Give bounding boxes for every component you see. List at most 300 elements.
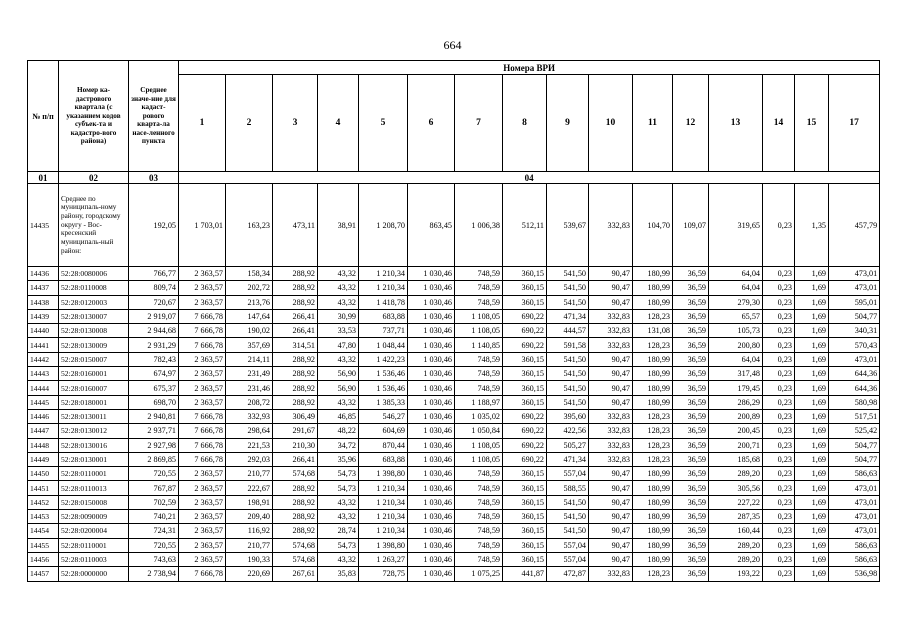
vri-value: 1,69 bbox=[795, 524, 829, 538]
vri-value: 317,48 bbox=[709, 367, 763, 381]
vri-value: 289,20 bbox=[709, 538, 763, 552]
vri-value: 586,63 bbox=[829, 538, 880, 552]
vri-value: 319,65 bbox=[709, 184, 763, 267]
code-row bbox=[28, 172, 880, 184]
vri-number-header: 12 bbox=[673, 75, 709, 172]
vri-value: 208,72 bbox=[226, 395, 273, 409]
vri-value: 220,69 bbox=[226, 567, 273, 581]
vri-value: 1 050,84 bbox=[455, 424, 503, 438]
vri-value: 2 363,57 bbox=[179, 267, 226, 281]
vri-value: 0,23 bbox=[763, 467, 795, 481]
average-value: 2 927,98 bbox=[129, 438, 179, 452]
vri-value: 1,69 bbox=[795, 467, 829, 481]
vri-value: 147,64 bbox=[226, 309, 273, 323]
vri-value: 34,72 bbox=[318, 438, 359, 452]
vri-value: 1,69 bbox=[795, 352, 829, 366]
vri-number-header: 13 bbox=[709, 75, 763, 172]
vri-value: 748,59 bbox=[455, 467, 503, 481]
cadastral-number: 52:28:0160001 bbox=[59, 367, 129, 381]
vri-value: 748,59 bbox=[455, 552, 503, 566]
cadastral-number: 52:28:0000000 bbox=[59, 567, 129, 581]
vri-value: 690,22 bbox=[503, 424, 547, 438]
vri-value: 1,69 bbox=[795, 552, 829, 566]
vri-value: 395,60 bbox=[547, 409, 589, 423]
vri-value: 748,59 bbox=[455, 381, 503, 395]
vri-value: 574,68 bbox=[273, 467, 318, 481]
vri-value: 7 666,78 bbox=[179, 409, 226, 423]
vri-value: 90,47 bbox=[589, 281, 633, 295]
code-cell: 03 bbox=[129, 172, 179, 184]
vri-value: 47,80 bbox=[318, 338, 359, 352]
vri-value: 1 048,44 bbox=[359, 338, 408, 352]
vri-value: 748,59 bbox=[455, 281, 503, 295]
vri-value: 64,04 bbox=[709, 352, 763, 366]
table-row bbox=[28, 409, 880, 423]
vri-value: 332,83 bbox=[589, 324, 633, 338]
cadastral-number: 52:28:0130007 bbox=[59, 309, 129, 323]
vri-value: 1,69 bbox=[795, 495, 829, 509]
vri-value: 1 108,05 bbox=[455, 309, 503, 323]
cadastral-number: 52:28:0180001 bbox=[59, 395, 129, 409]
table-row bbox=[28, 295, 880, 309]
vri-value: 541,50 bbox=[547, 367, 589, 381]
vri-value: 36,59 bbox=[673, 524, 709, 538]
vri-value: 43,32 bbox=[318, 267, 359, 281]
row-number: 14453 bbox=[28, 510, 59, 524]
average-value: 2 937,71 bbox=[129, 424, 179, 438]
vri-value: 2 363,57 bbox=[179, 481, 226, 495]
vri-value: 422,56 bbox=[547, 424, 589, 438]
vri-value: 360,15 bbox=[503, 510, 547, 524]
vri-value: 36,59 bbox=[673, 295, 709, 309]
vri-value: 570,43 bbox=[829, 338, 880, 352]
vri-value: 591,58 bbox=[547, 338, 589, 352]
vri-value: 54,73 bbox=[318, 467, 359, 481]
vri-value: 332,83 bbox=[589, 424, 633, 438]
average-value: 767,87 bbox=[129, 481, 179, 495]
vri-value: 36,59 bbox=[673, 324, 709, 338]
vri-value: 683,88 bbox=[359, 309, 408, 323]
vri-value: 56,90 bbox=[318, 367, 359, 381]
vri-value: 227,22 bbox=[709, 495, 763, 509]
vri-value: 288,92 bbox=[273, 524, 318, 538]
vri-value: 557,04 bbox=[547, 552, 589, 566]
vri-value: 200,45 bbox=[709, 424, 763, 438]
vri-value: 737,71 bbox=[359, 324, 408, 338]
vri-value: 1 006,38 bbox=[455, 184, 503, 267]
header-cadastral: Номер ка-дастрового квартала (с указанием кодов субъек-та и кадастро-вого района) bbox=[59, 61, 129, 172]
vri-value: 36,59 bbox=[673, 409, 709, 423]
vri-value: 2 363,57 bbox=[179, 510, 226, 524]
vri-value: 1,35 bbox=[795, 184, 829, 267]
vri-value: 36,59 bbox=[673, 467, 709, 481]
vri-value: 505,27 bbox=[547, 438, 589, 452]
vri-value: 128,23 bbox=[633, 452, 673, 466]
vri-value: 1 140,85 bbox=[455, 338, 503, 352]
table-row bbox=[28, 538, 880, 552]
vri-value: 360,15 bbox=[503, 467, 547, 481]
vri-value: 517,51 bbox=[829, 409, 880, 423]
vri-value: 202,72 bbox=[226, 281, 273, 295]
vri-value: 546,27 bbox=[359, 409, 408, 423]
vri-value: 36,59 bbox=[673, 309, 709, 323]
vri-value: 193,22 bbox=[709, 567, 763, 581]
vri-value: 512,11 bbox=[503, 184, 547, 267]
vri-value: 539,67 bbox=[547, 184, 589, 267]
vri-value: 158,34 bbox=[226, 267, 273, 281]
vri-value: 541,50 bbox=[547, 295, 589, 309]
average-value: 2 738,94 bbox=[129, 567, 179, 581]
vri-value: 360,15 bbox=[503, 352, 547, 366]
vri-value: 748,59 bbox=[455, 267, 503, 281]
table-row bbox=[28, 510, 880, 524]
vri-value: 1 398,80 bbox=[359, 538, 408, 552]
vri-value: 7 666,78 bbox=[179, 338, 226, 352]
vri-value: 90,47 bbox=[589, 381, 633, 395]
vri-value: 279,30 bbox=[709, 295, 763, 309]
vri-value: 28,74 bbox=[318, 524, 359, 538]
vri-value: 1 208,70 bbox=[359, 184, 408, 267]
vri-value: 473,01 bbox=[829, 267, 880, 281]
vri-value: 0,23 bbox=[763, 367, 795, 381]
vri-value: 332,83 bbox=[589, 567, 633, 581]
cadastral-number: 52:28:0130016 bbox=[59, 438, 129, 452]
vri-value: 557,04 bbox=[547, 538, 589, 552]
table-row bbox=[28, 524, 880, 538]
vri-value: 748,59 bbox=[455, 481, 503, 495]
vri-value: 644,36 bbox=[829, 367, 880, 381]
vri-value: 36,59 bbox=[673, 267, 709, 281]
vri-value: 36,59 bbox=[673, 352, 709, 366]
vri-value: 288,92 bbox=[273, 267, 318, 281]
vri-value: 0,23 bbox=[763, 495, 795, 509]
vri-value: 473,01 bbox=[829, 510, 880, 524]
vri-value: 43,32 bbox=[318, 352, 359, 366]
vri-value: 360,15 bbox=[503, 395, 547, 409]
vri-value: 90,47 bbox=[589, 495, 633, 509]
vri-number-header: 7 bbox=[455, 75, 503, 172]
vri-value: 54,73 bbox=[318, 538, 359, 552]
vri-value: 574,68 bbox=[273, 538, 318, 552]
vri-value: 1 536,46 bbox=[359, 381, 408, 395]
vri-value: 360,15 bbox=[503, 495, 547, 509]
vri-value: 36,59 bbox=[673, 452, 709, 466]
code-cell: 01 bbox=[28, 172, 59, 184]
vri-value: 7 666,78 bbox=[179, 438, 226, 452]
cadastral-number: 52:28:0110003 bbox=[59, 552, 129, 566]
vri-value: 128,23 bbox=[633, 409, 673, 423]
vri-number-header: 6 bbox=[408, 75, 455, 172]
vri-value: 541,50 bbox=[547, 395, 589, 409]
vri-value: 604,69 bbox=[359, 424, 408, 438]
vri-value: 180,99 bbox=[633, 395, 673, 409]
vri-value: 557,04 bbox=[547, 467, 589, 481]
vri-value: 360,15 bbox=[503, 524, 547, 538]
vri-value: 1 108,05 bbox=[455, 324, 503, 338]
vri-value: 7 666,78 bbox=[179, 309, 226, 323]
vri-value: 1 418,78 bbox=[359, 295, 408, 309]
vri-value: 288,92 bbox=[273, 481, 318, 495]
vri-value: 43,32 bbox=[318, 495, 359, 509]
table-row bbox=[28, 267, 880, 281]
vri-value: 289,20 bbox=[709, 467, 763, 481]
vri-value: 1 108,05 bbox=[455, 452, 503, 466]
vri-value: 360,15 bbox=[503, 481, 547, 495]
vri-value: 0,23 bbox=[763, 381, 795, 395]
vri-value: 1 030,46 bbox=[408, 338, 455, 352]
table-row bbox=[28, 424, 880, 438]
cadastral-number: 52:28:0130009 bbox=[59, 338, 129, 352]
cadastral-number: 52:28:0150007 bbox=[59, 352, 129, 366]
cadastral-number: 52:28:0130008 bbox=[59, 324, 129, 338]
vri-value: 748,59 bbox=[455, 295, 503, 309]
vri-value: 90,47 bbox=[589, 295, 633, 309]
vri-value: 360,15 bbox=[503, 267, 547, 281]
vri-value: 1,69 bbox=[795, 295, 829, 309]
vri-value: 0,23 bbox=[763, 510, 795, 524]
table-row bbox=[28, 567, 880, 581]
vri-value: 473,01 bbox=[829, 524, 880, 538]
vri-number-header: 1 bbox=[179, 75, 226, 172]
vri-number-header: 8 bbox=[503, 75, 547, 172]
vri-value: 441,87 bbox=[503, 567, 547, 581]
cadastral-number: 52:28:0130012 bbox=[59, 424, 129, 438]
vri-value: 1,69 bbox=[795, 324, 829, 338]
vri-table bbox=[27, 60, 880, 582]
vri-value: 160,44 bbox=[709, 524, 763, 538]
vri-value: 33,53 bbox=[318, 324, 359, 338]
vri-value: 46,85 bbox=[318, 409, 359, 423]
average-value: 782,43 bbox=[129, 352, 179, 366]
vri-value: 1 030,46 bbox=[408, 495, 455, 509]
vri-value: 2 363,57 bbox=[179, 524, 226, 538]
cadastral-number: 52:28:0110008 bbox=[59, 281, 129, 295]
vri-value: 580,98 bbox=[829, 395, 880, 409]
cadastral-number: 52:28:0200004 bbox=[59, 524, 129, 538]
row-number: 14442 bbox=[28, 352, 59, 366]
vri-value: 306,49 bbox=[273, 409, 318, 423]
vri-value: 1 030,46 bbox=[408, 567, 455, 581]
vri-value: 1,69 bbox=[795, 281, 829, 295]
vri-value: 2 363,57 bbox=[179, 367, 226, 381]
vri-value: 0,23 bbox=[763, 438, 795, 452]
vri-number-header: 14 bbox=[763, 75, 795, 172]
vri-value: 90,47 bbox=[589, 538, 633, 552]
vri-value: 1 035,02 bbox=[455, 409, 503, 423]
vri-value: 0,23 bbox=[763, 352, 795, 366]
vri-value: 360,15 bbox=[503, 295, 547, 309]
vri-value: 1 536,46 bbox=[359, 367, 408, 381]
vri-value: 180,99 bbox=[633, 510, 673, 524]
code-cell: 02 bbox=[59, 172, 129, 184]
vri-value: 644,36 bbox=[829, 381, 880, 395]
vri-value: 180,99 bbox=[633, 267, 673, 281]
vri-value: 90,47 bbox=[589, 481, 633, 495]
vri-value: 36,59 bbox=[673, 567, 709, 581]
cadastral-number: 52:28:0150008 bbox=[59, 495, 129, 509]
vri-value: 1 030,46 bbox=[408, 367, 455, 381]
vri-value: 128,23 bbox=[633, 309, 673, 323]
vri-value: 0,23 bbox=[763, 424, 795, 438]
vri-value: 43,32 bbox=[318, 552, 359, 566]
vri-value: 0,23 bbox=[763, 481, 795, 495]
vri-value: 35,96 bbox=[318, 452, 359, 466]
vri-value: 1 030,46 bbox=[408, 467, 455, 481]
vri-value: 90,47 bbox=[589, 395, 633, 409]
vri-value: 180,99 bbox=[633, 495, 673, 509]
vri-number-header: 10 bbox=[589, 75, 633, 172]
vri-value: 104,70 bbox=[633, 184, 673, 267]
vri-value: 200,71 bbox=[709, 438, 763, 452]
vri-value: 200,80 bbox=[709, 338, 763, 352]
vri-value: 288,92 bbox=[273, 395, 318, 409]
vri-number-header: 4 bbox=[318, 75, 359, 172]
average-value: 2 944,68 bbox=[129, 324, 179, 338]
vri-value: 2 363,57 bbox=[179, 395, 226, 409]
vri-value: 586,63 bbox=[829, 552, 880, 566]
table-row bbox=[28, 467, 880, 481]
average-value: 698,70 bbox=[129, 395, 179, 409]
row-number: 14437 bbox=[28, 281, 59, 295]
vri-value: 288,92 bbox=[273, 381, 318, 395]
vri-value: 332,83 bbox=[589, 184, 633, 267]
vri-value: 473,01 bbox=[829, 352, 880, 366]
vri-value: 292,03 bbox=[226, 452, 273, 466]
cadastral-number: 52:28:0110001 bbox=[59, 538, 129, 552]
vri-value: 1 210,34 bbox=[359, 481, 408, 495]
vri-value: 286,29 bbox=[709, 395, 763, 409]
vri-value: 1 030,46 bbox=[408, 510, 455, 524]
vri-value: 90,47 bbox=[589, 524, 633, 538]
average-row bbox=[28, 184, 880, 267]
vri-value: 180,99 bbox=[633, 467, 673, 481]
vri-value: 288,92 bbox=[273, 295, 318, 309]
vri-value: 36,59 bbox=[673, 481, 709, 495]
vri-value: 90,47 bbox=[589, 352, 633, 366]
vri-value: 314,51 bbox=[273, 338, 318, 352]
vri-value: 504,77 bbox=[829, 452, 880, 466]
cadastral-number: 52:28:0090009 bbox=[59, 510, 129, 524]
vri-value: 36,59 bbox=[673, 395, 709, 409]
vri-value: 180,99 bbox=[633, 552, 673, 566]
vri-value: 35,83 bbox=[318, 567, 359, 581]
vri-value: 43,32 bbox=[318, 295, 359, 309]
vri-value: 36,59 bbox=[673, 281, 709, 295]
vri-number-header: 3 bbox=[273, 75, 318, 172]
vri-value: 180,99 bbox=[633, 538, 673, 552]
vri-value: 128,23 bbox=[633, 424, 673, 438]
average-value: 192,05 bbox=[129, 184, 179, 267]
table-row bbox=[28, 395, 880, 409]
vri-number-header: 11 bbox=[633, 75, 673, 172]
table-row bbox=[28, 495, 880, 509]
vri-value: 163,23 bbox=[226, 184, 273, 267]
vri-value: 64,04 bbox=[709, 281, 763, 295]
vri-value: 210,77 bbox=[226, 538, 273, 552]
vri-value: 332,83 bbox=[589, 338, 633, 352]
row-number: 14443 bbox=[28, 367, 59, 381]
vri-value: 595,01 bbox=[829, 295, 880, 309]
vri-value: 1,69 bbox=[795, 338, 829, 352]
average-value: 766,77 bbox=[129, 267, 179, 281]
vri-value: 2 363,57 bbox=[179, 552, 226, 566]
vri-value: 1 422,23 bbox=[359, 352, 408, 366]
average-value: 674,97 bbox=[129, 367, 179, 381]
vri-value: 1,69 bbox=[795, 452, 829, 466]
vri-value: 1 263,27 bbox=[359, 552, 408, 566]
vri-value: 0,23 bbox=[763, 552, 795, 566]
table-row bbox=[28, 352, 880, 366]
vri-value: 221,53 bbox=[226, 438, 273, 452]
vri-value: 444,57 bbox=[547, 324, 589, 338]
vri-value: 1 030,46 bbox=[408, 538, 455, 552]
vri-value: 541,50 bbox=[547, 281, 589, 295]
vri-value: 43,32 bbox=[318, 281, 359, 295]
vri-value: 1 030,46 bbox=[408, 438, 455, 452]
vri-number-header: 15 bbox=[795, 75, 829, 172]
vri-value: 209,40 bbox=[226, 510, 273, 524]
vri-value: 109,07 bbox=[673, 184, 709, 267]
vri-value: 1 030,46 bbox=[408, 452, 455, 466]
vri-value: 332,83 bbox=[589, 409, 633, 423]
vri-value: 180,99 bbox=[633, 295, 673, 309]
vri-value: 332,83 bbox=[589, 452, 633, 466]
vri-value: 1 030,46 bbox=[408, 295, 455, 309]
vri-value: 586,63 bbox=[829, 467, 880, 481]
vri-value: 185,68 bbox=[709, 452, 763, 466]
vri-value: 0,23 bbox=[763, 281, 795, 295]
vri-value: 525,42 bbox=[829, 424, 880, 438]
vri-value: 1 030,46 bbox=[408, 381, 455, 395]
vri-value: 36,59 bbox=[673, 424, 709, 438]
row-number: 14440 bbox=[28, 324, 59, 338]
vri-number-header: 2 bbox=[226, 75, 273, 172]
row-number: 14445 bbox=[28, 395, 59, 409]
row-number: 14452 bbox=[28, 495, 59, 509]
table-row bbox=[28, 381, 880, 395]
vri-value: 748,59 bbox=[455, 495, 503, 509]
vri-value: 128,23 bbox=[633, 438, 673, 452]
average-value: 724,31 bbox=[129, 524, 179, 538]
vri-value: 863,45 bbox=[408, 184, 455, 267]
vri-value: 180,99 bbox=[633, 367, 673, 381]
vri-value: 1,69 bbox=[795, 309, 829, 323]
vri-value: 2 363,57 bbox=[179, 467, 226, 481]
vri-value: 128,23 bbox=[633, 567, 673, 581]
vri-value: 30,99 bbox=[318, 309, 359, 323]
vri-value: 305,56 bbox=[709, 481, 763, 495]
vri-value: 48,22 bbox=[318, 424, 359, 438]
vri-value: 0,23 bbox=[763, 267, 795, 281]
row-number: 14454 bbox=[28, 524, 59, 538]
vri-value: 180,99 bbox=[633, 381, 673, 395]
vri-value: 266,41 bbox=[273, 452, 318, 466]
vri-value: 1 385,33 bbox=[359, 395, 408, 409]
vri-value: 473,11 bbox=[273, 184, 318, 267]
vri-value: 0,23 bbox=[763, 567, 795, 581]
cadastral-number: 52:28:0120003 bbox=[59, 295, 129, 309]
vri-number-header: 5 bbox=[359, 75, 408, 172]
vri-value: 266,41 bbox=[273, 324, 318, 338]
vri-value: 90,47 bbox=[589, 367, 633, 381]
average-value: 2 869,85 bbox=[129, 452, 179, 466]
vri-value: 690,22 bbox=[503, 324, 547, 338]
vri-value: 360,15 bbox=[503, 367, 547, 381]
table-row bbox=[28, 309, 880, 323]
vri-value: 180,99 bbox=[633, 524, 673, 538]
vri-value: 38,91 bbox=[318, 184, 359, 267]
average-value: 720,55 bbox=[129, 538, 179, 552]
